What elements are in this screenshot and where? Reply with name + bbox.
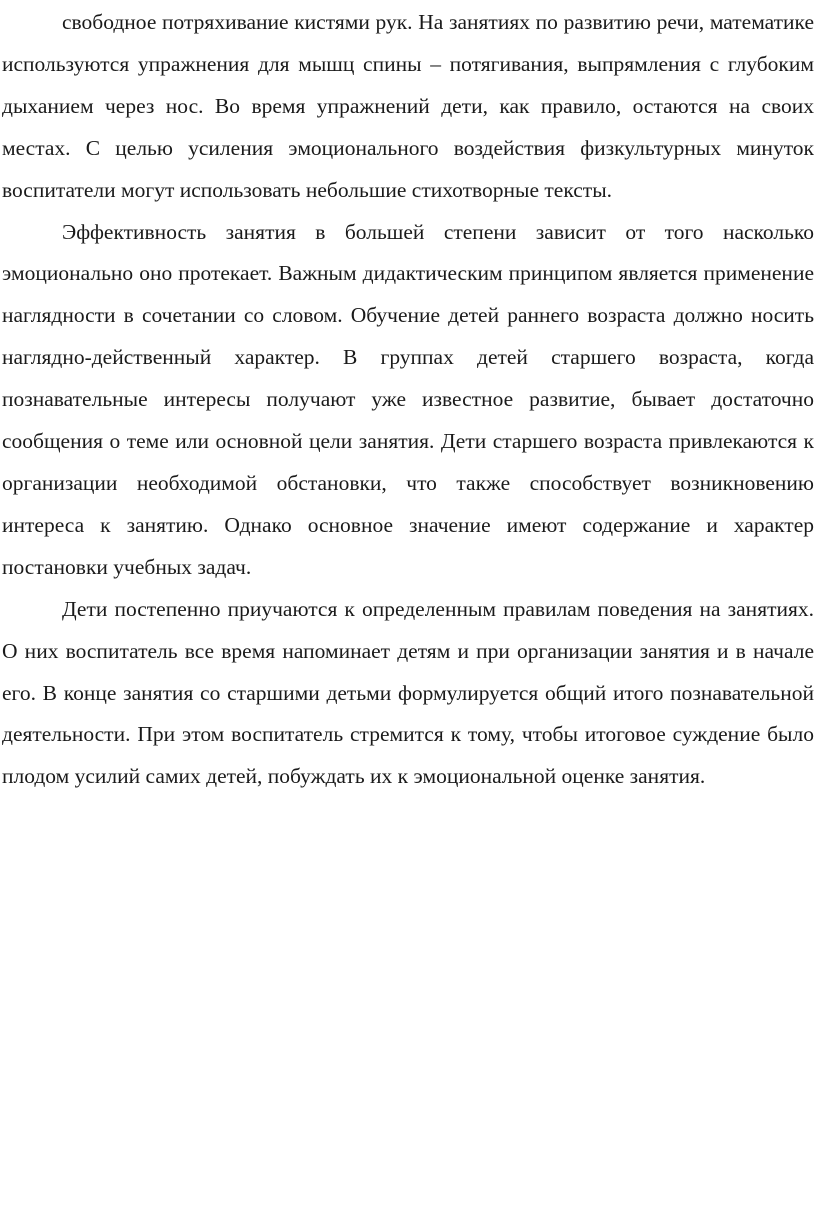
paragraph-3: Дети постепенно приучаются к определенным правилам поведения на занятиях. О них воспитатель все время напоминает детям и при организации занятия и в начале его. В конце занятия со старшими детьми формулируется общий итого познавательной деятельности. При этом воспитатель стремится к тому, чтобы итоговое суждение было плодом усилий самих детей, побуждать их к эмоциональной оценке занятия. xyxy=(2,596,814,789)
paragraph-2: Эффективность занятия в большей степени зависит от того насколько эмоционально оно протекает. Важным дидактическим принципом является применение наглядности в сочетании со словом. Обучение детей раннего возраста должно носить наглядно-действенный характер. В группах детей старшего возраста, когда познавательные интересы получают уже известное развитие, бывает достаточно сообщения о теме или основной цели занятия. Дети старшего возраста привлекаются к организации необходимой обстановки, что также способствует возникновению интереса к занятию. Однако основное значение имеют содержание и характер постановки учебных задач. xyxy=(2,219,814,579)
paragraph-1: свободное потряхивание кистями рук. На занятиях по развитию речи, математике используются упражнения для мышц спины – потягивания, выпрямления с глубоким дыханием через нос. Во время упражнений дети, как правило, остаются на своих местах. С целью усиления эмоционального воздействия физкультурных минуток воспитатели могут использовать небольшие стихотворные тексты. xyxy=(2,10,814,202)
